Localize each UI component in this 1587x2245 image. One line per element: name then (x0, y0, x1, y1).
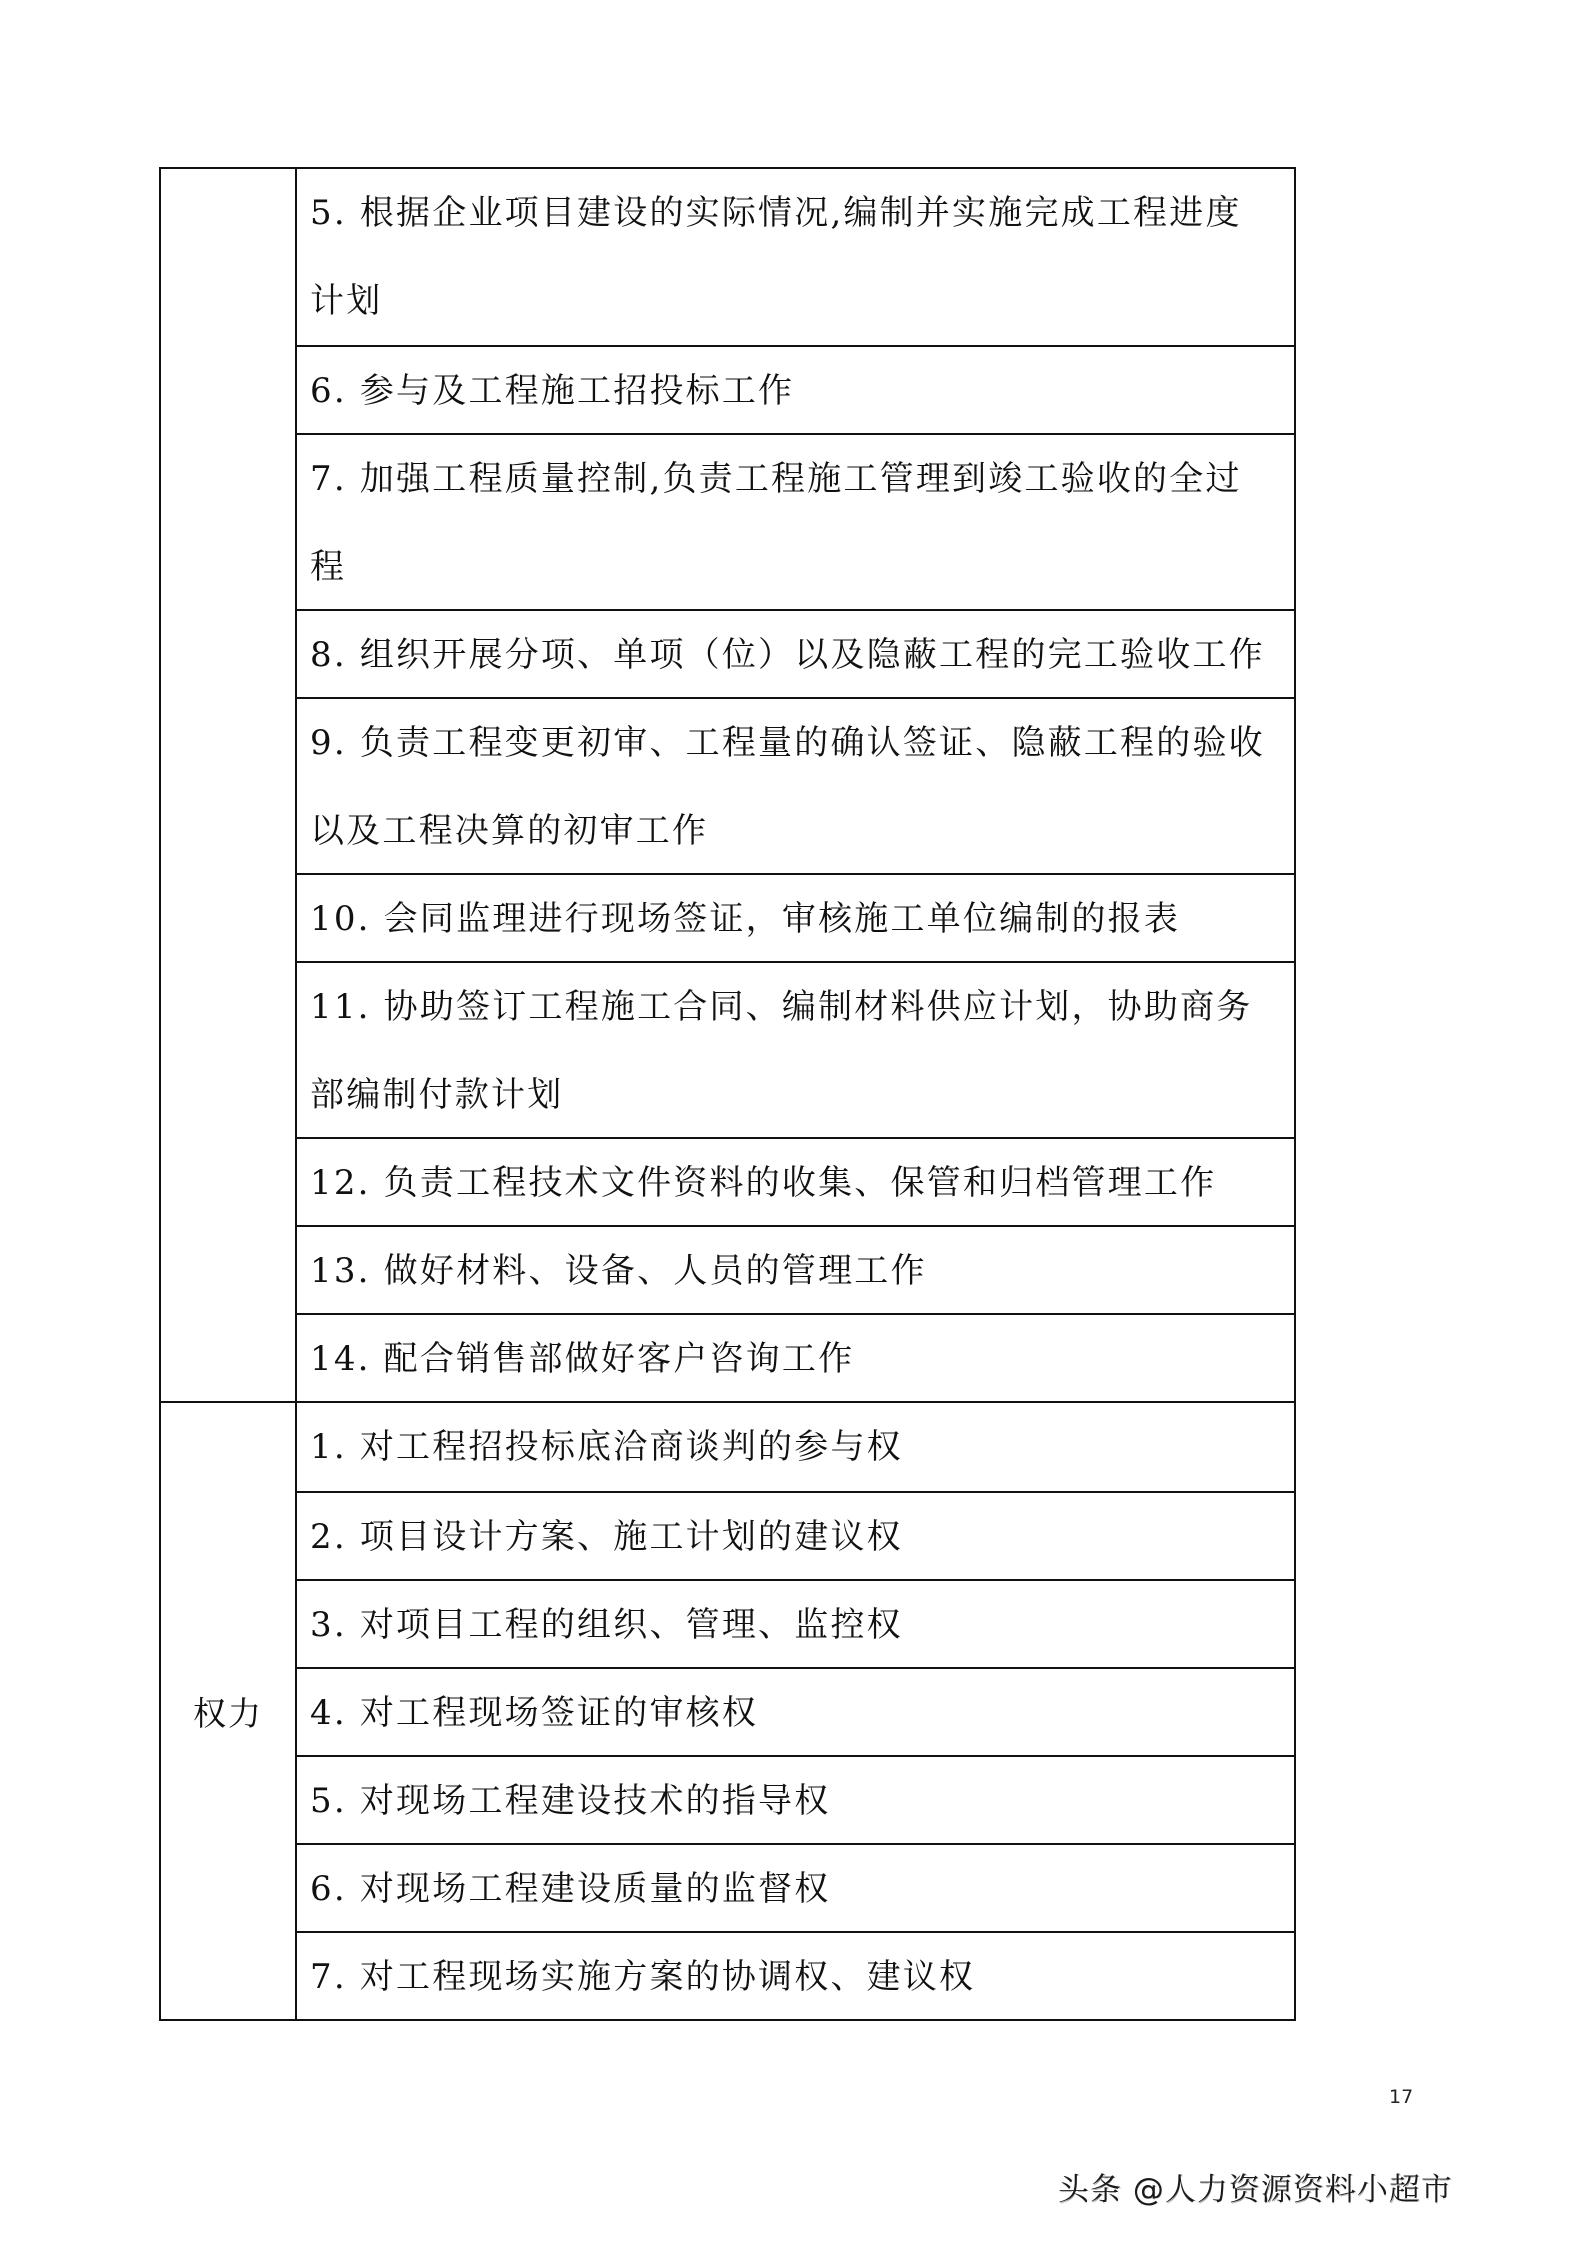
row-text: 11. 协助签订工程施工合同、编制材料供应计划，协助商务 (310, 987, 1253, 1027)
table-row (297, 1843, 1294, 1931)
table-row (297, 169, 1294, 345)
table-row (297, 345, 1294, 433)
row-text: 13. 做好材料、设备、人员的管理工作 (310, 1251, 927, 1291)
table-row (297, 961, 1294, 1137)
row-text: 5. 对现场工程建设技术的指导权 (310, 1781, 831, 1821)
table-row (297, 1491, 1294, 1579)
section-items (297, 1403, 1294, 2019)
row-text: 部编制付款计划 (310, 1075, 564, 1115)
row-text: 3. 对项目工程的组织、管理、监控权 (310, 1605, 903, 1645)
table-row (297, 1403, 1294, 1491)
section-responsibilities (161, 169, 1294, 1401)
table-row (297, 697, 1294, 873)
row-text: 7. 对工程现场实施方案的协调权、建议权 (310, 1957, 976, 1997)
section-authority (161, 1401, 1294, 2019)
table-row (297, 873, 1294, 961)
row-text: 6. 对现场工程建设质量的监督权 (310, 1869, 831, 1909)
row-text: 8. 组织开展分项、单项（位）以及隐蔽工程的完工验收工作 (310, 635, 1265, 675)
row-text: 4. 对工程现场签证的审核权 (310, 1693, 759, 1733)
watermark: 头条 @人力资源资料小超市 (1058, 2172, 1453, 2208)
row-text: 14. 配合销售部做好客户咨询工作 (310, 1339, 855, 1379)
row-text: 10. 会同监理进行现场签证，审核施工单位编制的报表 (310, 899, 1181, 939)
section-label (161, 169, 297, 1401)
table-row (297, 1313, 1294, 1401)
row-text: 12. 负责工程技术文件资料的收集、保管和归档管理工作 (310, 1163, 1217, 1203)
section-items (297, 169, 1294, 1401)
row-text: 计划 (310, 281, 383, 321)
row-text: 程 (310, 547, 347, 587)
duties-table (159, 167, 1296, 2021)
table-row (297, 609, 1294, 697)
table-row (297, 433, 1294, 609)
row-text: 1. 对工程招投标底洽商谈判的参与权 (310, 1427, 903, 1467)
table-row (297, 1137, 1294, 1225)
table-row (297, 1579, 1294, 1667)
row-text: 5. 根据企业项目建设的实际情况,编制并实施完成工程进度 (310, 193, 1242, 233)
row-text: 6. 参与及工程施工招投标工作 (310, 371, 795, 411)
table-row (297, 1225, 1294, 1313)
row-text: 2. 项目设计方案、施工计划的建议权 (310, 1517, 903, 1557)
row-text: 9. 负责工程变更初审、工程量的确认签证、隐蔽工程的验收 (310, 723, 1265, 763)
page-number: 17 (1389, 2086, 1414, 2108)
row-text: 以及工程决算的初审工作 (310, 811, 709, 851)
table-row (297, 1755, 1294, 1843)
row-text: 7. 加强工程质量控制,负责工程施工管理到竣工验收的全过 (310, 459, 1242, 499)
table-row (297, 1931, 1294, 2019)
section-label: 权力 (161, 1403, 297, 2019)
table-row (297, 1667, 1294, 1755)
